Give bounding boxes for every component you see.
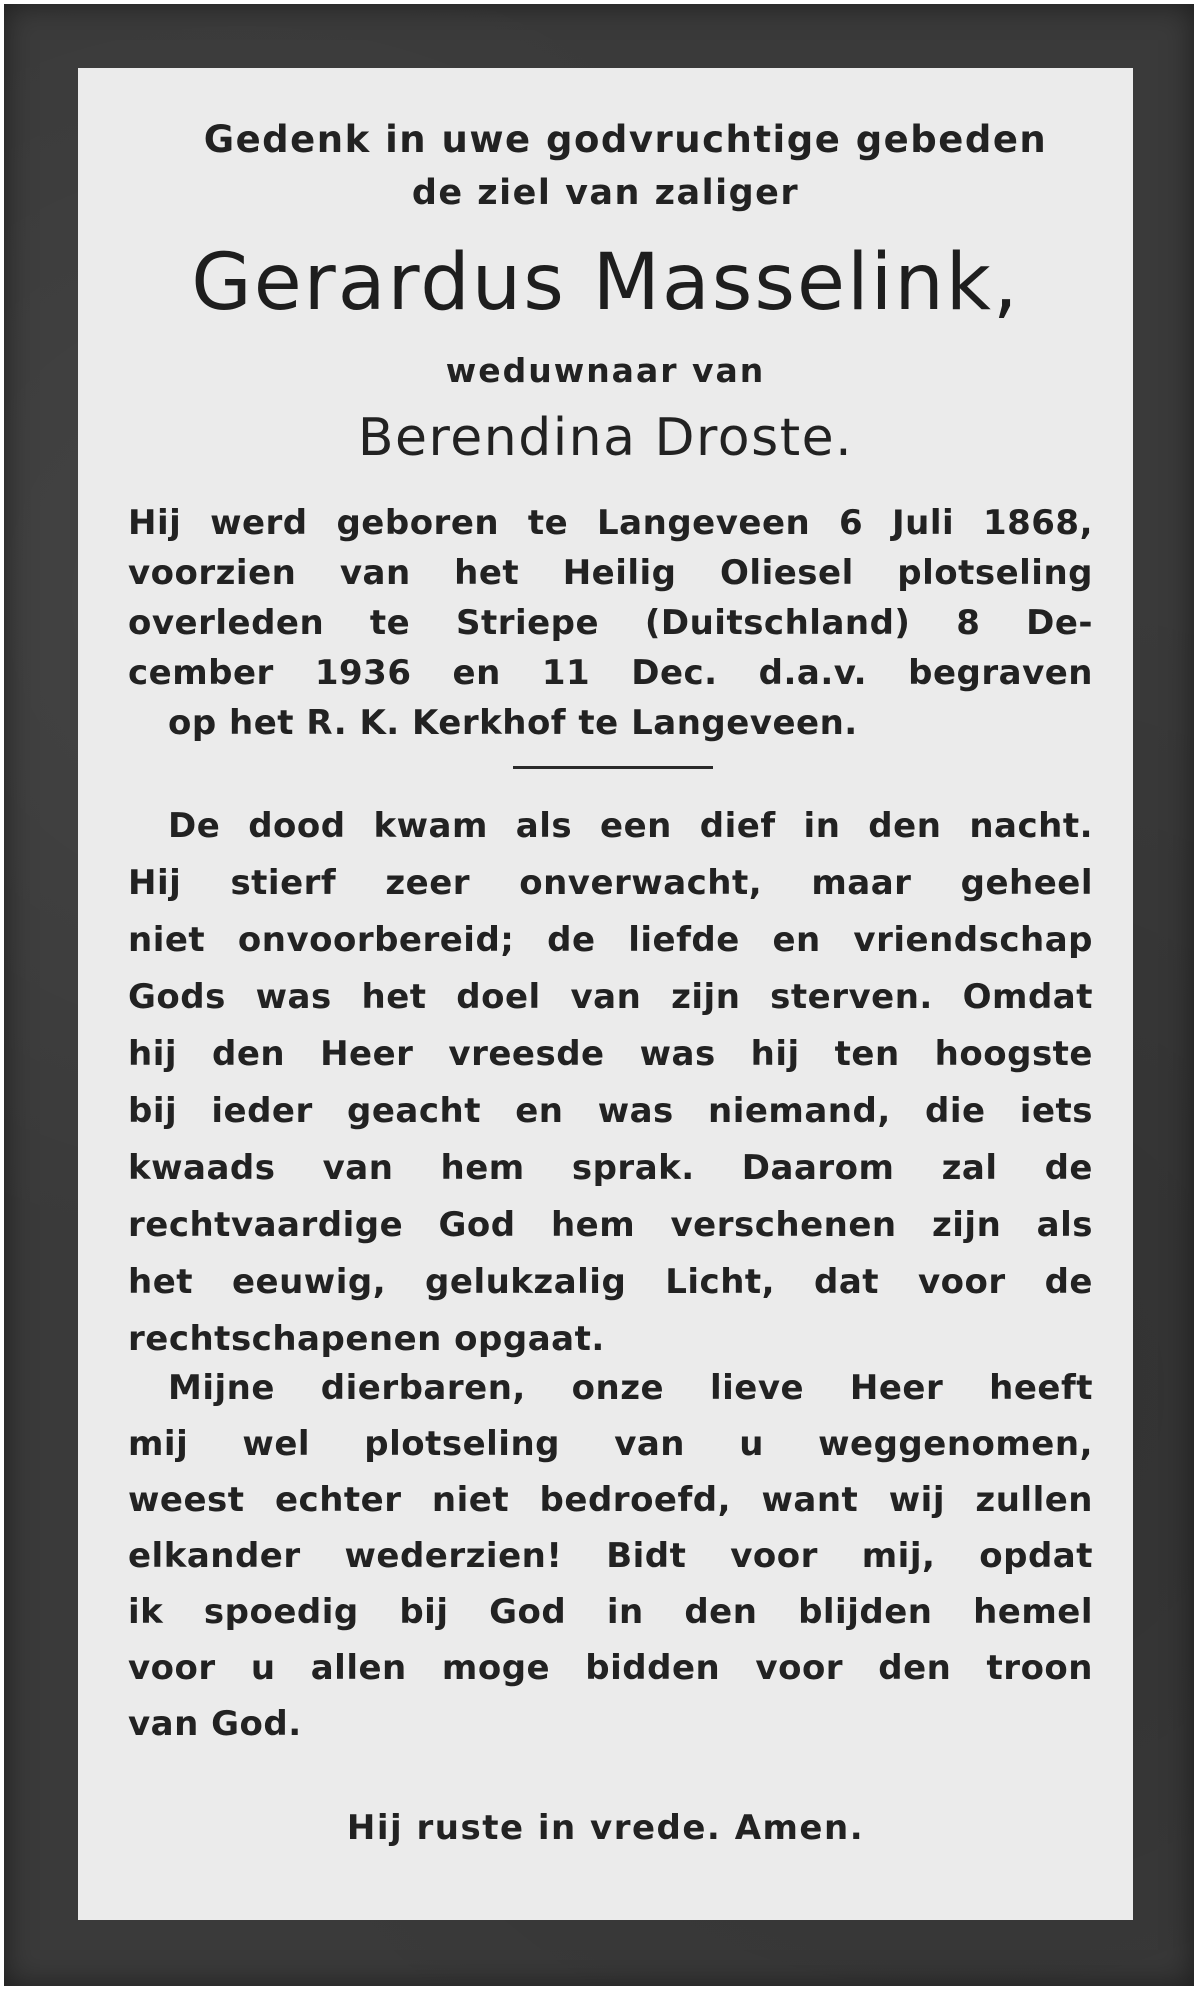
intro-line-2: de ziel van zaliger xyxy=(411,173,800,213)
paragraph-line: bij ieder geacht en was niemand, die iets xyxy=(128,1091,1093,1131)
paragraph-line: hij den Heer vreesde was hij ten hoogste xyxy=(128,1034,1093,1074)
paragraph-line: Gods was het doel van zijn sterven. Omdat xyxy=(128,977,1093,1017)
biography-line: cember 1936 en 11 Dec. d.a.v. begraven xyxy=(128,653,1093,693)
paragraph-line: rechtvaardige God hem verschenen zijn als xyxy=(128,1205,1093,1245)
deceased-name: Gerardus Masselink, xyxy=(191,238,1020,328)
closing-prayer: Hij ruste in vrede. Amen. xyxy=(346,1808,865,1848)
spouse-name: Berendina Droste. xyxy=(357,408,854,468)
paragraph-line: De dood kwam als een dief in den nacht. xyxy=(168,806,1093,846)
divider-rule xyxy=(513,766,713,769)
paragraph-line: mij wel plotseling van u weggenomen, xyxy=(128,1424,1093,1464)
biography-line: Hij werd geboren te Langeveen 6 Juli 1868, xyxy=(128,503,1093,543)
paragraph-line: van God. xyxy=(128,1704,302,1744)
biography-line: op het R. K. Kerkhof te Langeveen. xyxy=(168,703,858,743)
paragraph-line: niet onvoorbereid; de liefde en vriendschap xyxy=(128,920,1093,960)
paragraph-line: rechtschapenen opgaat. xyxy=(128,1319,605,1359)
biography xyxy=(128,498,1093,748)
relation-text: weduwnaar van xyxy=(445,351,766,390)
memorial-card xyxy=(78,68,1133,1920)
paragraph-line: het eeuwig, gelukzalig Licht, dat voor de xyxy=(128,1262,1093,1302)
paragraph-line: Hij stierf zeer onverwacht, maar geheel xyxy=(128,863,1093,903)
paragraph-line: Mijne dierbaren, onze lieve Heer heeft xyxy=(168,1368,1093,1408)
paragraph-2 xyxy=(128,1360,1093,1752)
biography-line: voorzien van het Heilig Oliesel plotseling xyxy=(128,553,1093,593)
intro-line-1: Gedenk in uwe godvruchtige gebeden xyxy=(203,118,1048,161)
biography-line: overleden te Striepe (Duitschland) 8 De- xyxy=(128,603,1093,643)
paragraph-line: weest echter niet bedroefd, want wij zullen xyxy=(128,1480,1093,1520)
paragraph-line: voor u allen moge bidden voor den troon xyxy=(128,1648,1093,1688)
paragraph-line: kwaads van hem sprak. Daarom zal de xyxy=(128,1148,1093,1188)
paragraph-line: ik spoedig bij God in den blijden hemel xyxy=(128,1592,1093,1632)
paragraph-line: elkander wederzien! Bidt voor mij, opdat xyxy=(128,1536,1093,1576)
paragraph-1 xyxy=(128,798,1093,1368)
